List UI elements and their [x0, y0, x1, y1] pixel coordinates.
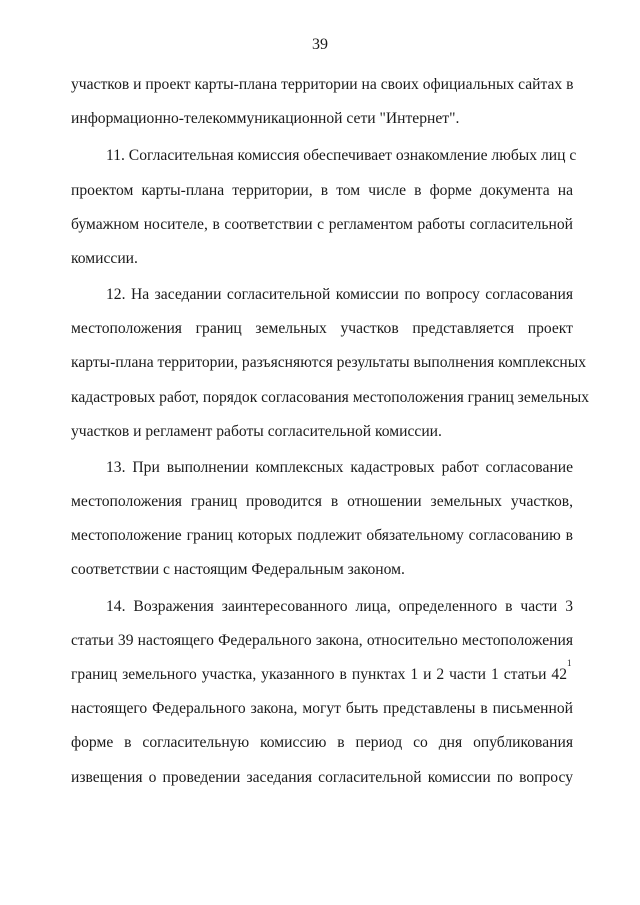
- paragraph-13-line: 13. При выполнении комплексных кадастровых работ согласование: [106, 459, 573, 476]
- text-line: местоположение границ которых подлежит обязательному согласованию в: [71, 527, 573, 544]
- page-number: 39: [312, 36, 328, 53]
- text-line: бумажном носителе, в соответствии с регламентом работы согласительной: [71, 216, 573, 233]
- document-page: 39 участков и проект карты-плана территории на своих официальных сайтах в информационно-телекоммуникационной сети "Интернет". 11. Согласительная комиссия обеспечивает ознакомление любых лиц с проектом карты-плана территории, в том числе в форме документа на бумажном носителе, в соответствии с регламентом работы согласительной комиссии. 12. На заседании согласительной комиссии по вопросу согласования местоположения границ земельных участков представляется проект карты-плана территории, разъясняются результаты выполнения комплексных кадастровых работ, порядок согласования местоположения границ земельных участков и регламент работы согласительной комиссии. 13. При выполнении комплексных кадастровых работ согласование местоположения границ проводится в отношении земельных участков, местоположение границ которых подлежит обязательному согласованию в соответствии с настоящим Федеральным законом. 14. Возражения заинтересованного лица, определенного в части 3 статьи 39 настоящего Федерального закона, относительно местоположения границ земельного участка, указанного в пунктах 1 и 2 части 1 статьи 42 1 настоящего Федерального закона, могут быть представлены в письменной форме в согласительную комиссию в период со дня опубликования извещения о проведении заседания согласительной комиссии по вопросу: [0, 0, 640, 905]
- text-line: проектом карты-плана территории, в том числе в форме документа на: [71, 182, 573, 199]
- text-line: участков и проект карты-плана территории на своих официальных сайтах в: [71, 76, 574, 93]
- text-line: границ земельного участка, указанного в пунктах 1 и 2 части 1 статьи 42: [71, 666, 567, 683]
- text-line: карты-плана территории, разъясняются результаты выполнения комплексных: [71, 354, 587, 371]
- text-line: участков и регламент работы согласительной комиссии.: [71, 423, 442, 440]
- text-line: настоящего Федерального закона, могут быть представлены в письменной: [71, 700, 573, 717]
- paragraph-11-line: 11. Согласительная комиссия обеспечивает ознакомление любых лиц с: [106, 147, 577, 164]
- paragraph-12-line: 12. На заседании согласительной комиссии по вопросу согласования: [106, 286, 573, 303]
- paragraph-14-line: 14. Возражения заинтересованного лица, определенного в части 3: [106, 598, 573, 615]
- text-line: статьи 39 настоящего Федерального закона, относительно местоположения: [71, 632, 573, 649]
- text-line: извещения о проведении заседания согласительной комиссии по вопросу: [71, 769, 573, 786]
- text-line: местоположения границ проводится в отношении земельных участков,: [71, 493, 573, 510]
- text-line: форме в согласительную комиссию в период со дня опубликования: [71, 734, 573, 751]
- text-line: местоположения границ земельных участков представляется проект: [71, 320, 573, 337]
- text-line: комиссии.: [71, 250, 138, 267]
- text-line: информационно-телекоммуникационной сети "Интернет".: [71, 110, 460, 127]
- text-line: соответствии с настоящим Федеральным законом.: [71, 561, 405, 578]
- text-line: кадастровых работ, порядок согласования местоположения границ земельных: [71, 389, 590, 406]
